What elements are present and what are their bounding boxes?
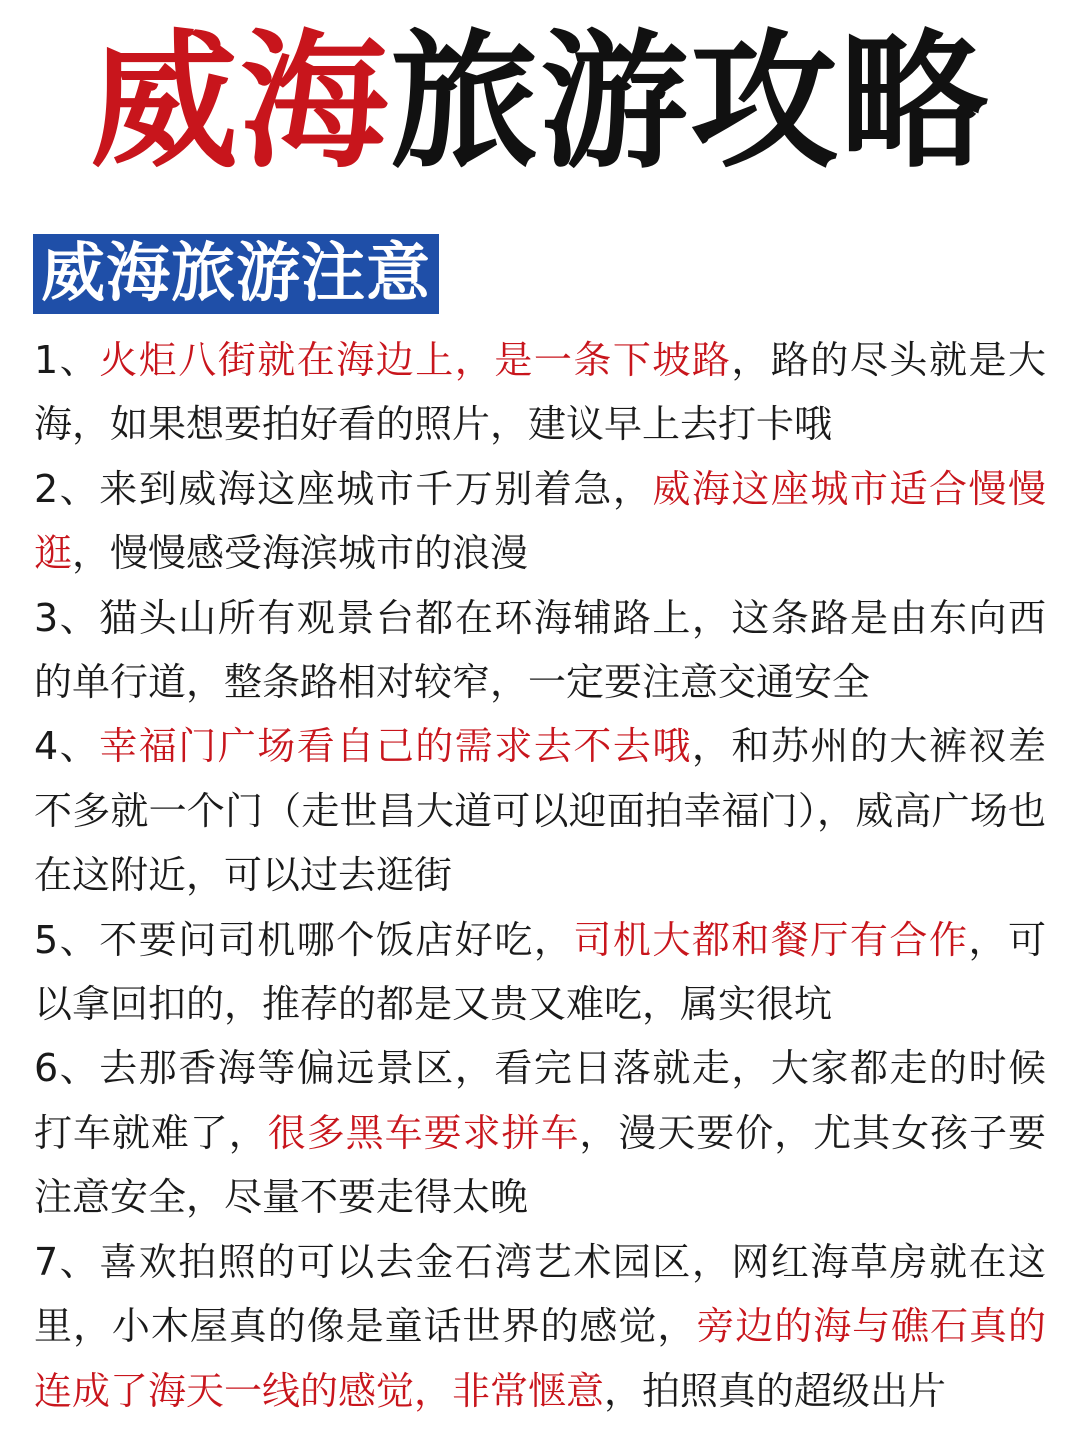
page-title (0, 16, 1080, 188)
tip-item-7 (34, 1230, 1046, 1423)
tip-text-segment: ，可以拿回扣的，推荐的都是又贵又难吃，属实很坑 (34, 917, 1046, 1027)
title-black-part: 旅游攻略 (390, 16, 990, 188)
tip-text-segment: 7、喜欢拍照的可以去金石湾艺术园区，网红海草房就在这里，小木屋真的像是童话世界的感觉， (34, 1239, 1046, 1349)
tip-item-6 (34, 1036, 1046, 1229)
title-red-part: 威海 (90, 16, 390, 188)
section-heading-badge: 威海旅游注意 (33, 234, 439, 314)
tip-highlight-segment: 旁边的海与礁石真的连成了海天一线的感觉，非常惬意 (34, 1304, 1046, 1413)
tips-list (34, 328, 1046, 1423)
tip-item-2 (34, 457, 1046, 586)
tip-item-5 (34, 908, 1046, 1037)
tip-text-segment: 2、来到威海这座城市千万别着急， (34, 466, 653, 511)
tip-highlight-segment: 火炬八街就在海边上，是一条下坡路 (99, 338, 732, 382)
tip-highlight-segment: 幸福门广场看自己的需求去不去哦 (99, 724, 692, 769)
tip-text-segment: ，路的尽头就是大海，如果想要拍好看的照片，建议早上去打卡哦 (34, 338, 1046, 447)
tip-text-segment: 6、去那香海等偏远景区，看完日落就走，大家都走的时候打车就难了， (34, 1046, 1046, 1155)
tip-highlight-segment: 威海这座城市适合慢慢逛 (34, 466, 1046, 576)
tip-text-segment: ，慢慢感受海滨城市的浪漫 (72, 531, 529, 576)
tip-text-segment: ，拍照真的超级出片 (604, 1368, 947, 1413)
tip-item-4 (34, 714, 1046, 907)
tip-item-3 (34, 586, 1046, 715)
tip-highlight-segment: 司机大都和餐厅有合作 (573, 917, 969, 962)
tip-text-segment: ，和苏州的大裤衩差不多就一个门（走世昌大道可以迎面拍幸福门），威高广场也在这附近，可以过去逛街 (34, 724, 1046, 898)
tip-highlight-segment: 很多黑车要求拼车 (267, 1110, 580, 1155)
tip-text-segment: ，漫天要价，尤其女孩子要注意安全，尽量不要走得太晚 (34, 1110, 1046, 1220)
tip-text-segment: 1、 (34, 338, 100, 382)
tip-text-segment: 4、 (34, 724, 100, 769)
tip-text-segment: 3、猫头山所有观景台都在环海辅路上，这条路是由东向西的单行道，整条路相对较窄，一定要注意交通安全 (34, 595, 1046, 705)
tip-text-segment: 5、不要问司机哪个饭店好吃， (34, 917, 574, 962)
tip-item-1 (34, 328, 1046, 457)
